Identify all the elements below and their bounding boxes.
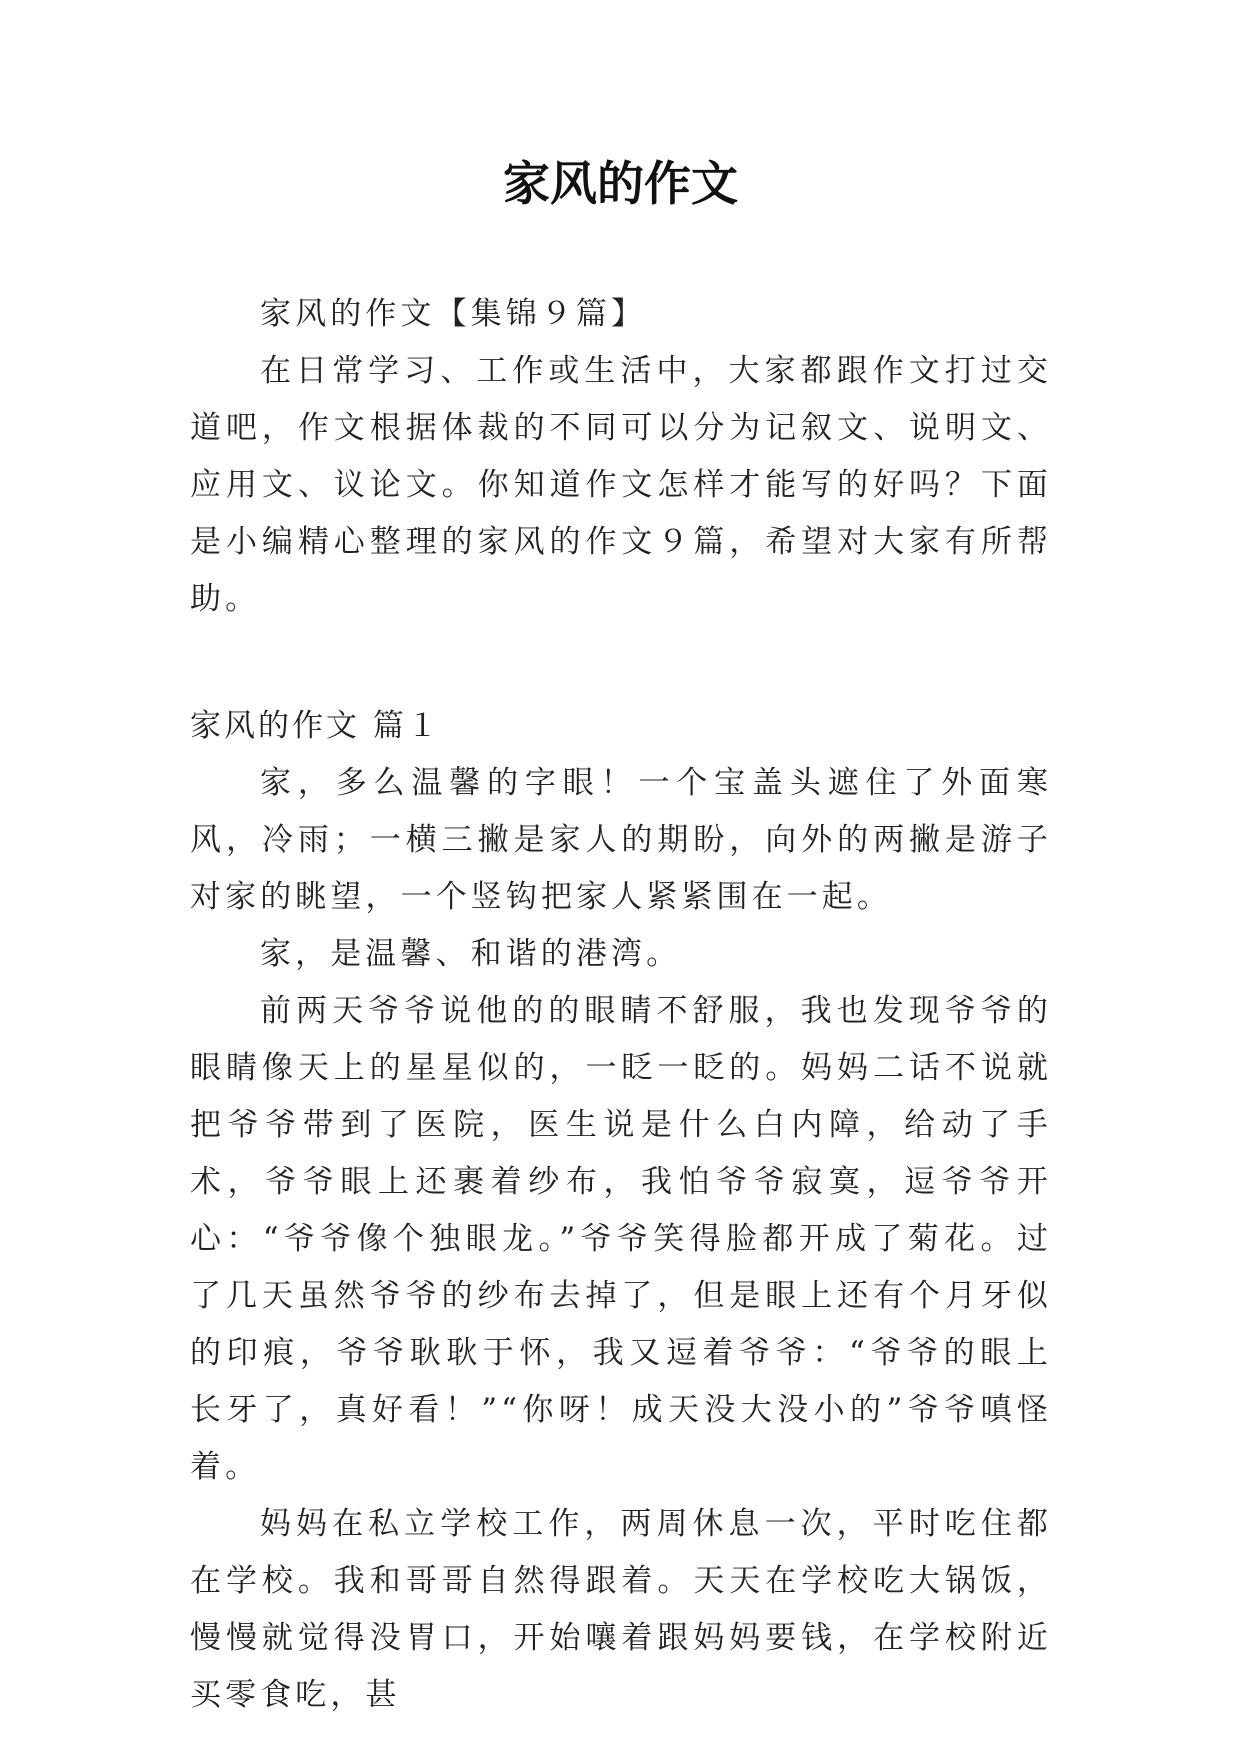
- body-paragraph-3: 前两天爷爷说他的的眼睛不舒服，我也发现爷爷的眼睛像天上的星星似的，一眨一眨的。妈妈二话不说就把爷爷带到了医院，医生说是什么白内障，给动了手术，爷爷眼上还裹着纱布，我怕爷爷寂寞，逗爷爷开心：“爷爷像个独眼龙。”爷爷笑得脸都开成了菊花。过了几天虽然爷爷的纱布去掉了，但是眼上还有个月牙似的印痕，爷爷耿耿于怀，我又逗着爷爷：“爷爷的眼上长牙了，真好看！”“你呀！成天没大没小的”爷爷嗔怪着。: [190, 993, 1052, 1485]
- document-subtitle: 家风的作文【集锦９篇】: [260, 296, 647, 332]
- intro-paragraph: 在日常学习、工作或生活中，大家都跟作文打过交道吧，作文根据体裁的不同可以分为记叙文、说明文、应用文、议论文。你知道作文怎样才能写的好吗？下面是小编精心整理的家风的作文９篇，希望对大家有所帮助。: [190, 353, 1052, 617]
- document-title: 家风的作文: [503, 157, 738, 212]
- document-body: [190, 286, 1052, 1724]
- section-heading: 家风的作文 篇１: [190, 708, 441, 744]
- body-paragraph-4: 妈妈在私立学校工作，两周休息一次，平时吃住都在学校。我和哥哥自然得跟着。天天在学校吃大锅饭，慢慢就觉得没胃口，开始嚷着跟妈妈要钱，在学校附近买零食吃，甚: [190, 1506, 1052, 1713]
- body-paragraph-2: 家，是温馨、和谐的港湾。: [260, 936, 682, 972]
- body-paragraph-1: 家，多么温馨的字眼！一个宝盖头遮住了外面寒风，冷雨；一横三撇是家人的期盼，向外的两撇是游子对家的眺望，一个竖钩把家人紧紧围在一起。: [190, 765, 1052, 915]
